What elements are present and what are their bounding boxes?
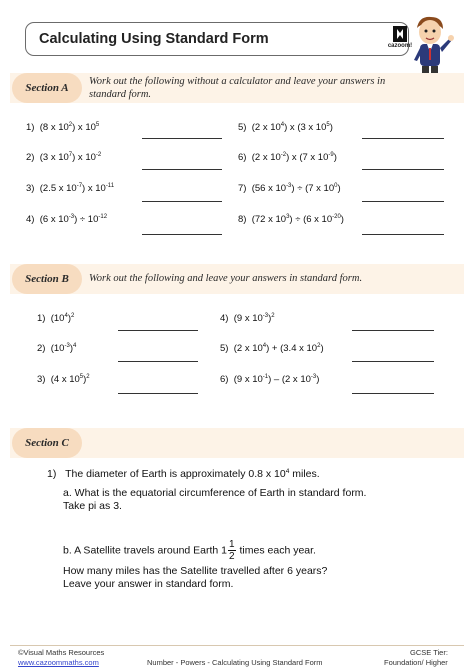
question-a5: 5) (2 x $10^4$) x (3 x $10^5$) — [238, 122, 333, 133]
answer-line-a4[interactable] — [142, 234, 222, 235]
question-a3: 3) (2.5 x $10^{-7}$) x $10^{-11}$ — [26, 183, 115, 194]
question-c1b-detail: How many miles has the Satellite travelled after 6 years? Leave your answer in standard form. — [63, 565, 328, 590]
question-a2: 2) (3 x $10^7$) x $10^{-2}$ — [26, 152, 102, 163]
question-a6: 6) (2 x $10^{-2}$) x (7 x $10^{-9}$) — [238, 152, 337, 163]
answer-line-a1[interactable] — [142, 138, 222, 139]
footer-divider — [10, 645, 464, 646]
question-a4: 4) (6 x $10^{-3}) \div 10^{-12}$ — [26, 214, 108, 225]
answer-line-b1[interactable] — [118, 330, 198, 331]
question-b4: 4) (9 x $10^{-3})^2$ — [220, 313, 275, 324]
question-c1b: b. A Satellite travels around Earth 1 $\frac{1}{2}$ times each year. — [63, 539, 316, 562]
answer-line-b3[interactable] — [118, 393, 198, 394]
footer-center: Number - Powers - Calculating Using Standard Form — [147, 658, 323, 667]
answer-line-a7[interactable] — [362, 201, 444, 202]
question-b3: 3) (4 x $10^5)^2$ — [37, 374, 90, 385]
section-b-instruction: Work out the following and leave your answers in standard form. — [89, 273, 363, 284]
answer-line-b2[interactable] — [118, 361, 198, 362]
section-a-instruction: Work out the following without a calculator and leave your answers in standard form. — [89, 76, 386, 100]
answer-line-a3[interactable] — [142, 201, 222, 202]
footer-link[interactable]: www.cazoommaths.com — [18, 658, 99, 667]
question-c1: 1) The diameter of Earth is approximately 0.8 x $10^4$ miles. — [47, 468, 320, 480]
answer-line-b5[interactable] — [352, 361, 434, 362]
section-a-tag: Section A — [12, 73, 82, 103]
question-a7: 7) (56 x $10^{-3}) \div (7$ x $10^0$) — [238, 183, 341, 194]
page-title: Calculating Using Standard Form — [39, 31, 269, 47]
question-c1a: a. What is the equatorial circumference of Earth in standard form. Take pi as 3. — [63, 487, 367, 512]
section-c-tag: Section C — [12, 428, 82, 458]
answer-line-a2[interactable] — [142, 169, 222, 170]
fraction-one-half: $\frac{1}{2}$ — [229, 539, 235, 562]
answer-line-a8[interactable] — [362, 234, 444, 235]
answer-line-a5[interactable] — [362, 138, 444, 139]
question-b2: 2) $(10^{-3})^4$ — [37, 343, 77, 354]
question-b6: 6) (9 x $10^{-1}) - (2$ x $10^{-3}$) — [220, 374, 320, 385]
footer-copyright: ©Visual Maths Resources — [18, 648, 105, 657]
footer-tier-label: GCSE Tier: — [410, 648, 448, 657]
title-box — [25, 22, 413, 56]
logo-text: cazoom! — [387, 43, 413, 49]
answer-line-a6[interactable] — [362, 169, 444, 170]
section-b-tag: Section B — [12, 264, 82, 294]
question-b5: 5) (2 x $10^4) + (3.4$ x $10^2$) — [220, 343, 324, 354]
answer-line-b6[interactable] — [352, 393, 434, 394]
answer-line-b4[interactable] — [352, 330, 434, 331]
footer-tier-value: Foundation/ Higher — [384, 658, 448, 667]
question-b1: 1) $(10^4)^2$ — [37, 313, 75, 324]
question-a1: 1) (8 x $10^2$) x $10^5$ — [26, 122, 100, 133]
question-a8: 8) (72 x $10^3) \div (6$ x $10^{-20}$) — [238, 214, 344, 225]
